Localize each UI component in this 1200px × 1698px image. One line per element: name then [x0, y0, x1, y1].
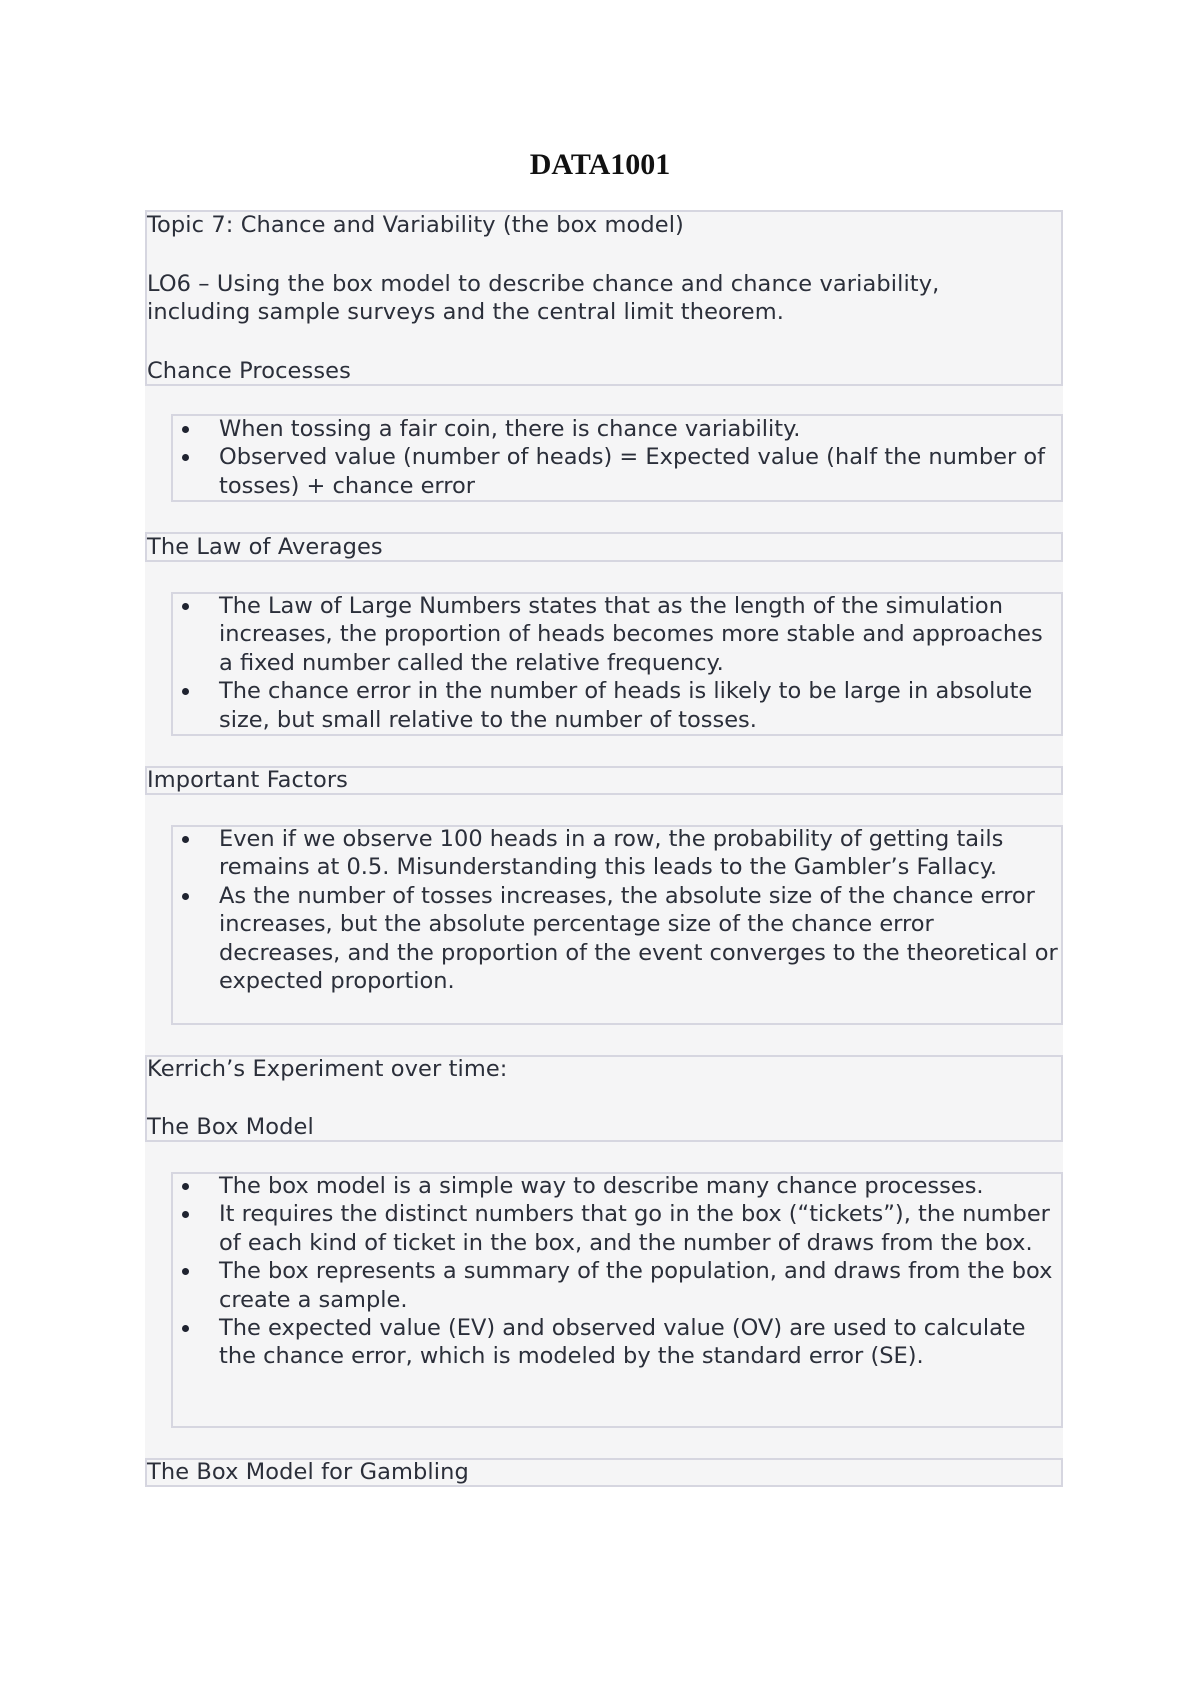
bullet-text: Even if we observe 100 heads in a row, the probability of getting tails remains at 0.5. Misunderstanding this leads to the Gambler’s Fallacy. [219, 826, 1004, 881]
spacer-band [145, 1142, 1063, 1172]
bullet-text: As the number of tosses increases, the absolute size of the chance error increases, but the absolute percentage size of the chance error decreases, and the proportion of the event converges to the theoretical or expected proportion. [219, 882, 1058, 995]
box-model-heading: The Box Model [147, 1114, 314, 1140]
bullet-text: The expected value (EV) and observed value (OV) are used to calculate the chance error, which is modeled by the standard error (SE). [219, 1315, 1026, 1370]
bullet-text: When tossing a fair coin, there is chance variability. [219, 416, 801, 442]
spacer-band [145, 795, 1063, 825]
law-of-averages-heading: The Law of Averages [147, 534, 383, 560]
box-model-list [219, 1172, 1055, 1371]
important-factors-list [219, 825, 1061, 995]
bullet-icon [182, 603, 189, 610]
spacer-band [145, 562, 1063, 592]
list-item [219, 882, 1061, 996]
list-item [219, 592, 1055, 677]
bullet-text: The box represents a summary of the population, and draws from the box create a sample. [219, 1258, 1053, 1313]
topic-heading: Topic 7: Chance and Variability (the box model) [147, 212, 684, 238]
spacer-band [145, 502, 1063, 532]
list-item [219, 677, 1055, 734]
learning-outcome-line-1: LO6 – Using the box model to describe chance and chance variability, [147, 271, 940, 297]
list-item [219, 1200, 1055, 1257]
list-item [219, 1172, 1055, 1200]
spacer-band [145, 736, 1063, 766]
important-factors-heading: Important Factors [147, 767, 348, 793]
spacer-band [145, 386, 1063, 414]
bullet-text: Observed value (number of heads) = Expected value (half the number of tosses) + chance error [219, 444, 1046, 499]
spacer-band [145, 1025, 1063, 1055]
list-item [219, 415, 1059, 443]
bullet-text: The box model is a simple way to describe many chance processes. [219, 1173, 984, 1199]
law-of-averages-list [219, 592, 1055, 734]
bullet-icon [182, 893, 189, 900]
spacer-band [145, 414, 172, 502]
learning-outcome-line-2: including sample surveys and the central limit theorem. [147, 299, 784, 325]
spacer-band [145, 1172, 172, 1428]
list-item [219, 825, 1061, 882]
spacer-band [145, 592, 172, 736]
spacer-band [145, 1428, 1063, 1458]
chance-processes-list [219, 415, 1059, 500]
page-title: DATA1001 [529, 148, 671, 181]
bullet-icon [182, 426, 189, 433]
list-item [219, 443, 1059, 500]
spacer-band [145, 825, 172, 1025]
chance-processes-heading: Chance Processes [147, 358, 351, 384]
bullet-text: The chance error in the number of heads is likely to be large in absolute size, but small relative to the number of tosses. [219, 678, 1033, 733]
bullet-text: It requires the distinct numbers that go in the box (“tickets”), the number of each kind of ticket in the box, and the number of draws from the box. [219, 1201, 1050, 1256]
bullet-text: The Law of Large Numbers states that as the length of the simulation increases, the proportion of heads becomes more stable and approaches a fixed number called the relative frequency. [219, 593, 1043, 676]
kerrich-heading: Kerrich’s Experiment over time: [147, 1056, 508, 1082]
bullet-icon [182, 1325, 189, 1332]
list-item [219, 1314, 1055, 1371]
list-item [219, 1257, 1055, 1314]
bullet-icon [182, 1183, 189, 1190]
bullet-icon [182, 836, 189, 843]
gambling-heading: The Box Model for Gambling [147, 1459, 469, 1485]
